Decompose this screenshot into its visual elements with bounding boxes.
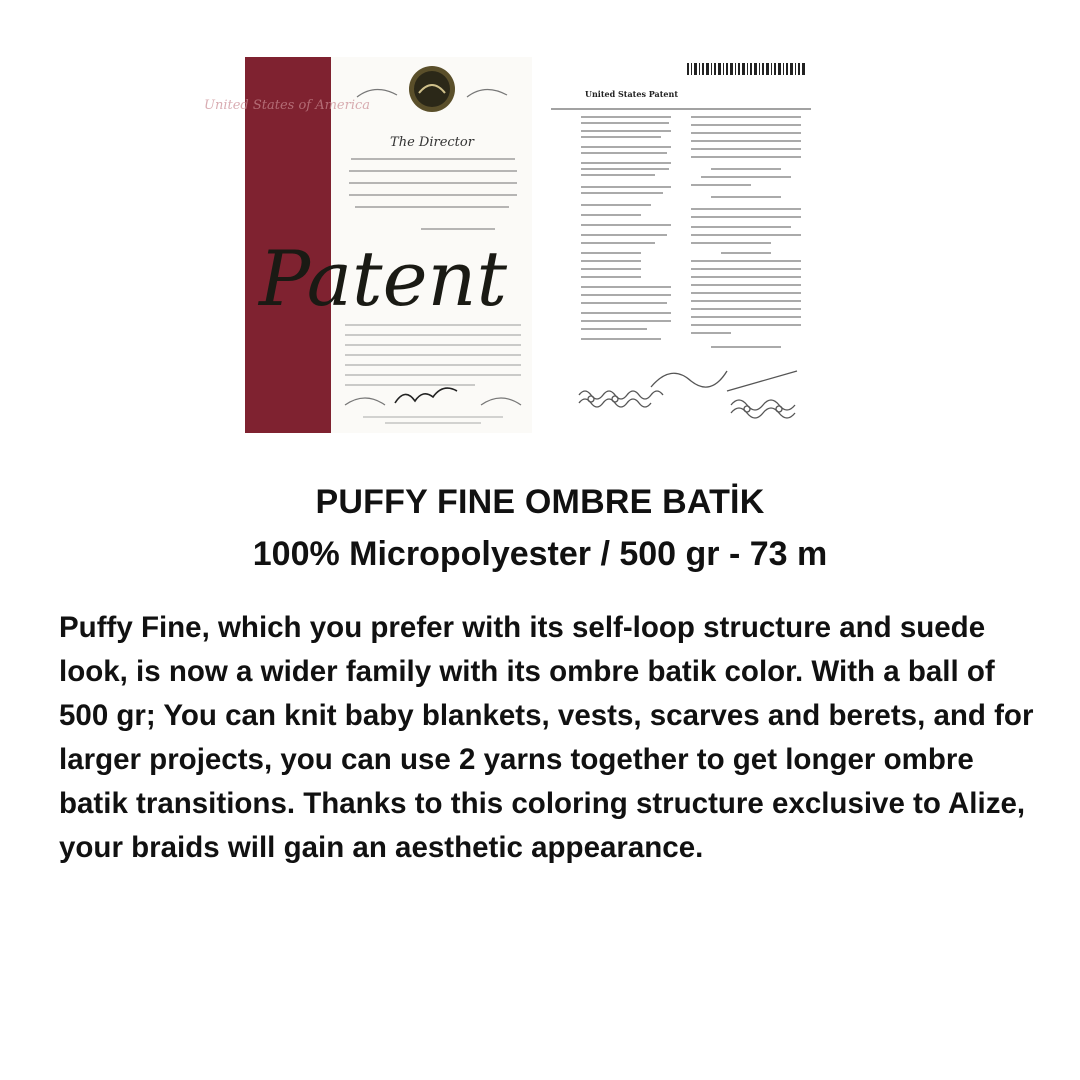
- yarn-drawing: [579, 371, 797, 418]
- side-band-label: United States of America: [203, 98, 371, 113]
- patent-hero-image: [203, 57, 811, 433]
- certificate-script-word: Patent: [259, 234, 508, 323]
- product-description: Puffy Fine, which you prefer with its self-loop structure and suede look, is now a wider family with its ombre batik color. With a ball of 500 gr; You can knit baby blankets, vests, scarves and berets, and for larger projects, you can use 2 yarns together to get longer ombre batik transitions. Thanks to this coloring structure exclusive to Alize, your braids will gain an aesthetic appearance.: [59, 611, 1034, 864]
- patent-certificate-image: [203, 57, 532, 433]
- product-composition: 100% Micropolyester / 500 gr - 73 m: [252, 535, 828, 573]
- product-title: PUFFY FINE OMBRE BATİK: [315, 483, 765, 521]
- certificate-heading: The Director: [390, 135, 474, 150]
- barcode-icon: [687, 63, 805, 75]
- patent-document-image: [551, 57, 811, 433]
- document-header-title: United States Patent: [585, 89, 679, 99]
- patent-certificate-graphic: [203, 57, 532, 433]
- signature-mark: [395, 388, 457, 403]
- product-heading: [0, 480, 1080, 576]
- side-band-text: [204, 98, 370, 113]
- patent-document-graphic: [551, 57, 811, 433]
